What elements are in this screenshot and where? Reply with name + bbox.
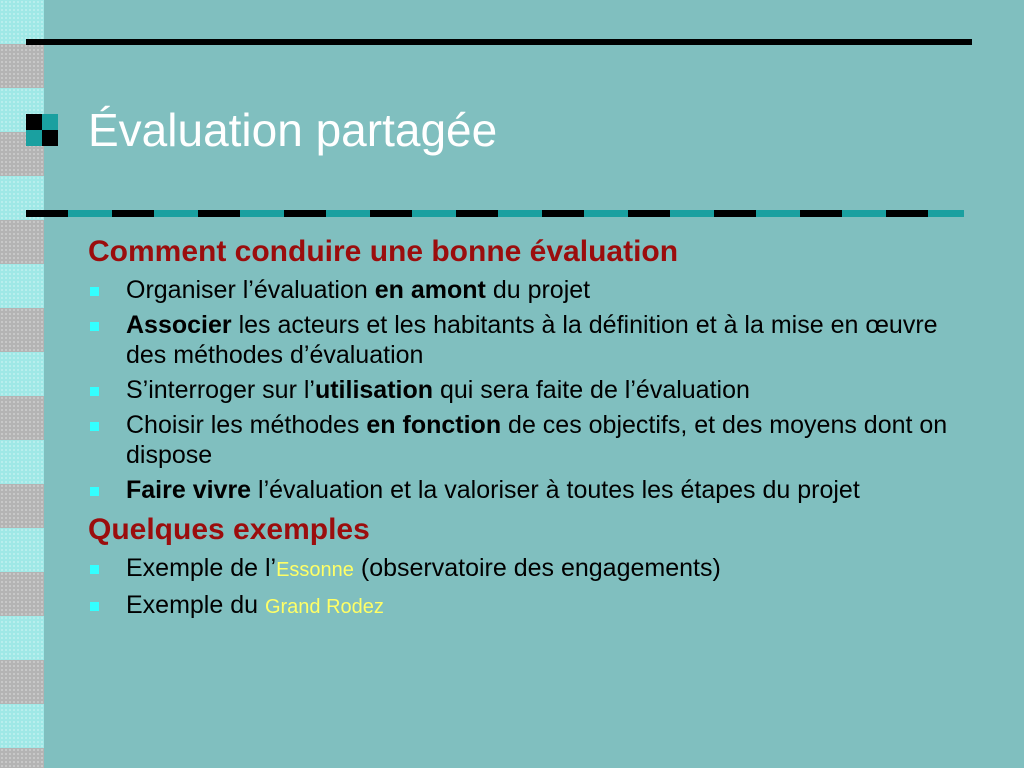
bullet-square-icon xyxy=(90,287,99,296)
item-text: les acteurs et les habitants à la définition et à la mise en œuvre des méthodes d’évaluation xyxy=(126,311,938,369)
bullet-square-icon xyxy=(90,602,99,611)
item-text: S’interroger sur l’ xyxy=(126,376,315,404)
bullet-square-icon xyxy=(90,565,99,574)
slide-title: Évaluation partagée xyxy=(88,104,498,156)
item-text: Organiser l’évaluation xyxy=(126,276,375,304)
item-text: l’évaluation et la valoriser à toutes les étapes du projet xyxy=(251,476,860,504)
examples-list xyxy=(88,553,968,622)
section-heading-examples: Quelques exemples xyxy=(88,513,370,546)
list-item xyxy=(88,310,968,370)
item-text: Exemple du xyxy=(126,591,265,619)
list-item xyxy=(88,475,968,505)
bullet-square-icon xyxy=(90,487,99,496)
list-item xyxy=(88,275,968,305)
item-bold-text: en fonction xyxy=(366,411,502,439)
dashed-divider xyxy=(26,210,964,217)
item-text: de ces objectifs, et des moyens dont on dispose xyxy=(126,411,948,469)
list-item xyxy=(88,375,968,405)
bullet-square-icon xyxy=(90,322,99,331)
top-divider xyxy=(26,39,972,45)
grand-rodez-link[interactable]: Grand Rodez xyxy=(264,596,384,618)
item-bold-text: Associer xyxy=(126,311,232,339)
list-item xyxy=(88,410,968,470)
slide-content xyxy=(88,232,968,627)
conduct-list xyxy=(88,275,968,505)
item-bold-text: en amont xyxy=(374,276,486,304)
bullet-square-icon xyxy=(90,387,99,396)
section-heading-conduct: Comment conduire une bonne évaluation xyxy=(88,235,679,268)
list-item xyxy=(88,590,968,622)
item-text: qui sera faite de l’évaluation xyxy=(433,376,750,404)
list-item xyxy=(88,553,968,585)
item-bold-text: Faire vivre xyxy=(126,476,252,504)
item-text: du projet xyxy=(485,276,591,304)
item-text: Exemple de l’ xyxy=(126,554,277,582)
essonne-link[interactable]: Essonne xyxy=(276,559,354,581)
item-bold-text: utilisation xyxy=(314,376,434,404)
item-text: Choisir les méthodes xyxy=(126,411,367,439)
item-text: (observatoire des engagements) xyxy=(353,554,721,582)
title-square-icon xyxy=(26,114,58,146)
bullet-square-icon xyxy=(90,422,99,431)
